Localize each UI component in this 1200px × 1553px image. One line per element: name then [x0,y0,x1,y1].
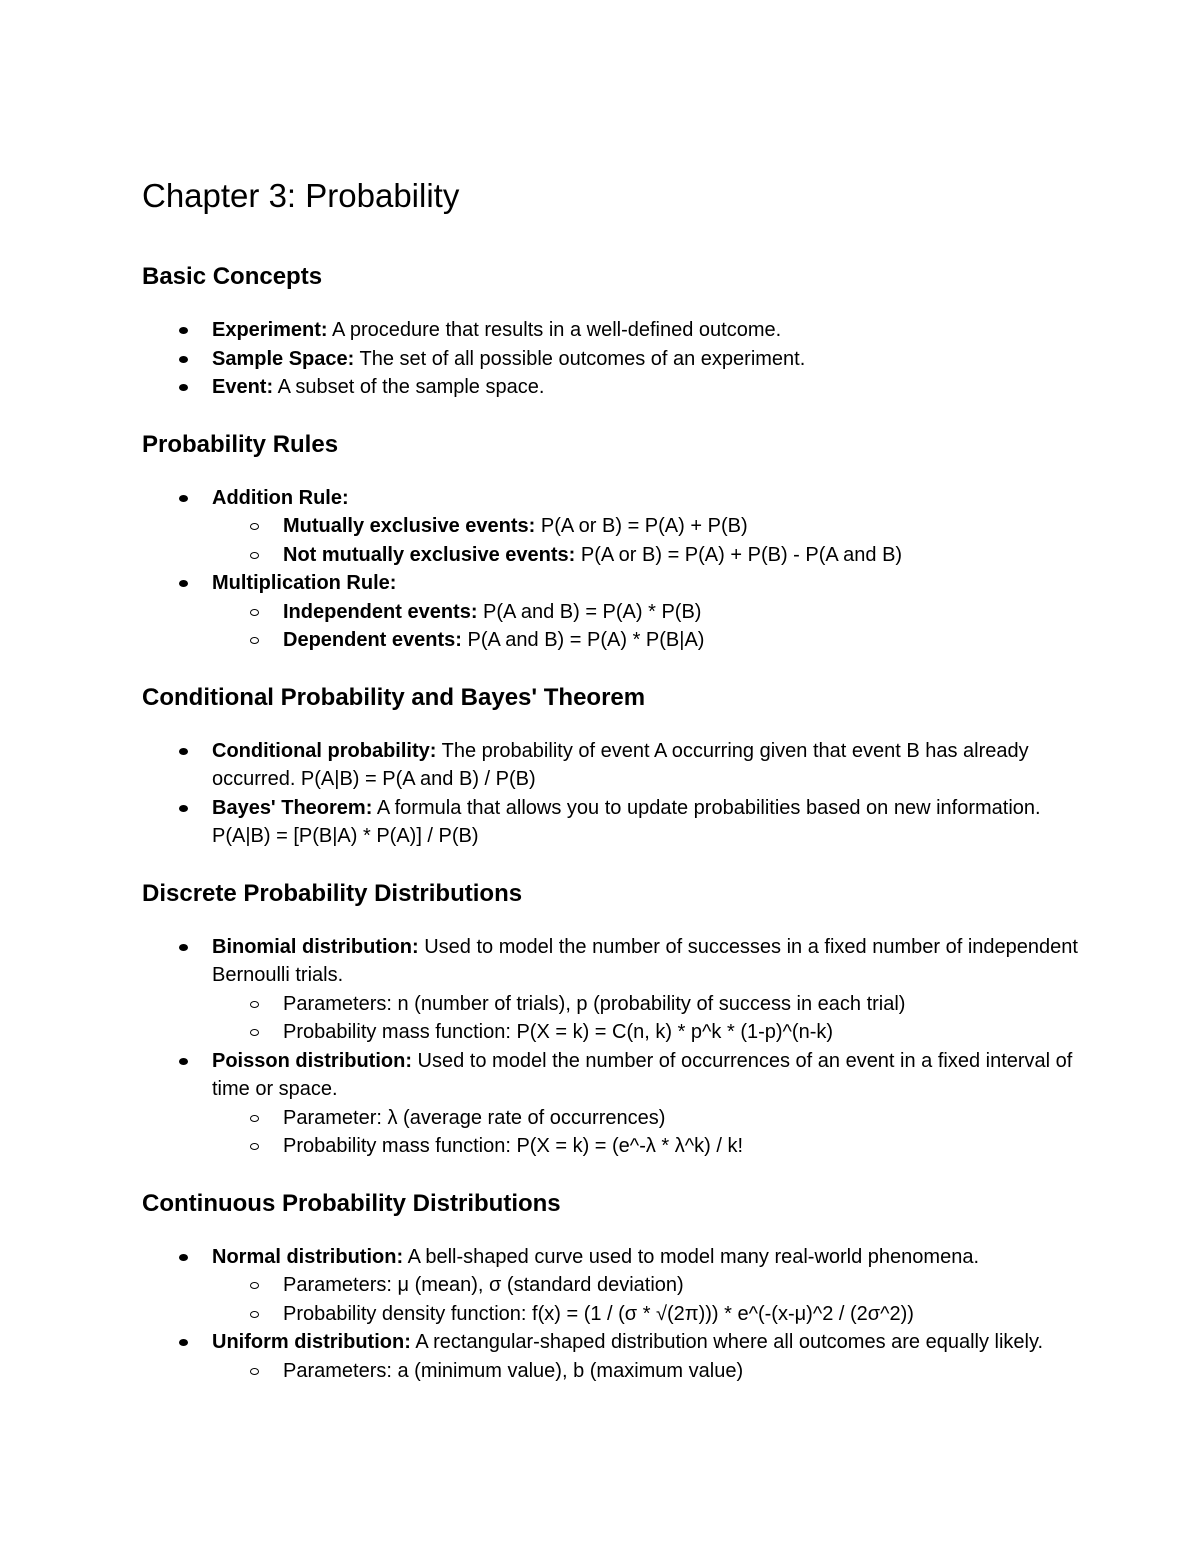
sub-list-item: Probability mass function: P(X = k) = C(n, k) * p^k * (1-p)^(n-k) [142,1018,1082,1047]
section-heading-discrete-distributions: Discrete Probability Distributions [142,879,523,907]
circle-bullet-icon [250,637,259,644]
list-item: Event: A subset of the sample space. [142,373,1082,402]
sub-list-item: Independent events: P(A and B) = P(A) * P(B) [142,598,1082,627]
list-item: Multiplication Rule: [142,569,1082,598]
bullet-icon [179,1254,188,1261]
bullet-icon [179,944,188,951]
page-title: Chapter 3: Probability [142,177,460,214]
document-page [142,176,1082,1385]
list-item: Normal distribution: A bell-shaped curve used to model many real-world phenomena. [142,1243,1082,1272]
discrete-distributions-list [142,933,1082,1161]
sub-list-item: Parameters: μ (mean), σ (standard deviation) [142,1271,1082,1300]
continuous-distributions-list [142,1243,1082,1386]
circle-bullet-icon [250,609,259,616]
sub-list-item: Parameters: n (number of trials), p (probability of success in each trial) [142,990,1082,1019]
conditional-probability-list [142,737,1082,851]
list-item: Experiment: A procedure that results in a well-defined outcome. [142,316,1082,345]
probability-rules-list [142,484,1082,655]
circle-bullet-icon [250,523,259,530]
list-item: Conditional probability: The probability of event A occurring given that event B has already occurred. P(A|B) = P(A and B) / P(B) [142,737,1082,794]
section-heading-basic-concepts: Basic Concepts [142,263,323,290]
list-item: Binomial distribution: Used to model the number of successes in a fixed number of independent Bernoulli trials. [142,933,1082,990]
bullet-icon [179,384,188,391]
circle-bullet-icon [250,1001,259,1008]
bullet-icon [179,327,188,334]
circle-bullet-icon [250,1029,259,1036]
bullet-icon [179,1058,188,1065]
bullet-icon [179,748,188,755]
circle-bullet-icon [250,1115,259,1122]
basic-concepts-list [142,316,1082,402]
circle-bullet-icon [250,1282,259,1289]
sub-list-item: Probability mass function: P(X = k) = (e^-λ * λ^k) / k! [142,1132,1082,1161]
bullet-icon [179,356,188,363]
circle-bullet-icon [250,1311,259,1318]
sub-list-item: Parameters: a (minimum value), b (maximum value) [142,1357,1082,1386]
sub-list-item: Mutually exclusive events: P(A or B) = P(A) + P(B) [142,512,1082,541]
bullet-icon [179,1339,188,1346]
bullet-icon [179,805,188,812]
circle-bullet-icon [250,552,259,559]
sub-list-item: Dependent events: P(A and B) = P(A) * P(B|A) [142,626,1082,655]
bullet-icon [179,495,188,502]
sub-list-item: Not mutually exclusive events: P(A or B) = P(A) + P(B) - P(A and B) [142,541,1082,570]
list-item: Uniform distribution: A rectangular-shaped distribution where all outcomes are equally likely. [142,1328,1082,1357]
section-heading-conditional-probability: Conditional Probability and Bayes' Theorem [142,683,646,711]
list-item: Bayes' Theorem: A formula that allows you to update probabilities based on new information. P(A|B) = [P(B|A) * P(A)] / P(B) [142,794,1082,851]
sub-list-item: Probability density function: f(x) = (1 / (σ * √(2π))) * e^(-(x-μ)^2 / (2σ^2)) [142,1300,1082,1329]
section-heading-continuous-distributions: Continuous Probability Distributions [142,1189,561,1217]
section-heading-probability-rules: Probability Rules [142,430,339,458]
list-item: Sample Space: The set of all possible outcomes of an experiment. [142,345,1082,374]
sub-list-item: Parameter: λ (average rate of occurrences) [142,1104,1082,1133]
bullet-icon [179,580,188,587]
list-item: Poisson distribution: Used to model the number of occurrences of an event in a fixed interval of time or space. [142,1047,1082,1104]
circle-bullet-icon [250,1368,259,1375]
circle-bullet-icon [250,1143,259,1150]
list-item: Addition Rule: [142,484,1082,513]
